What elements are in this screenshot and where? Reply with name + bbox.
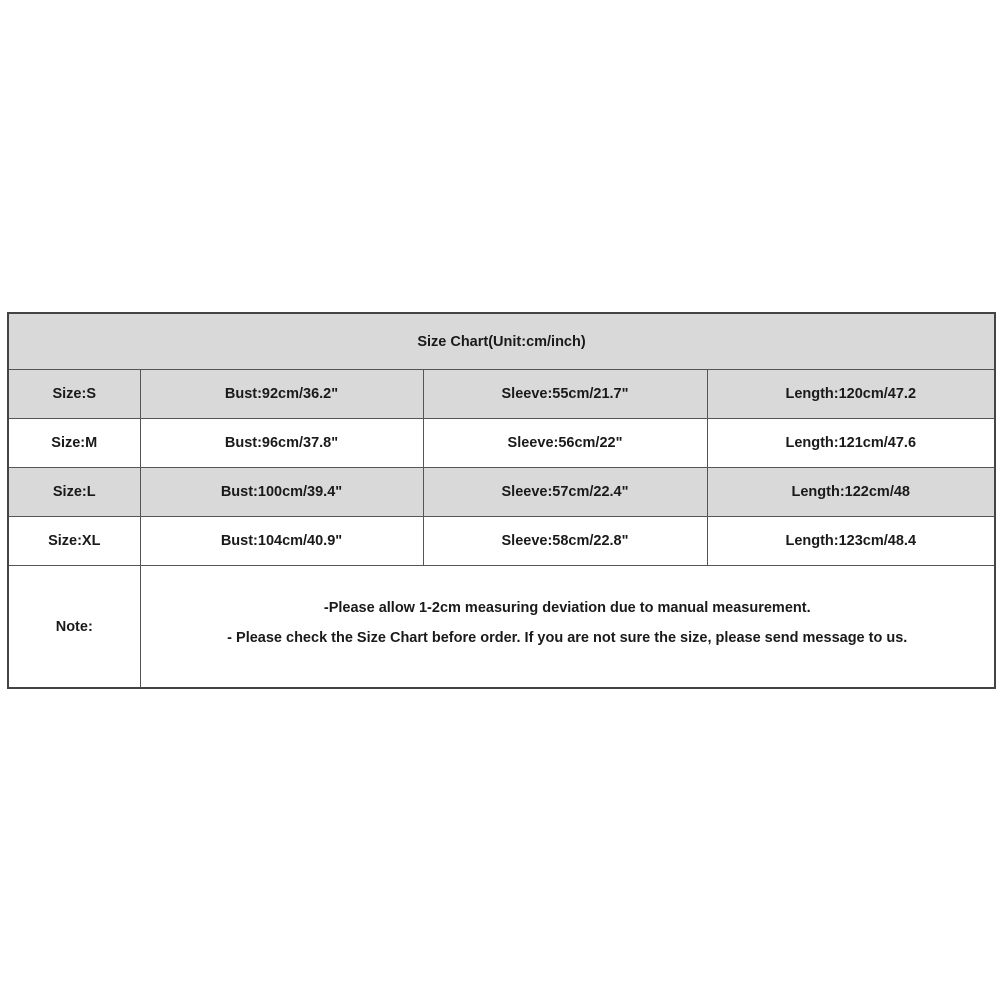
size-cell: Size:S <box>8 370 140 419</box>
note-row <box>8 566 995 689</box>
bust-cell: Bust:96cm/37.8" <box>140 419 423 468</box>
note-line-check-size: - Please check the Size Chart before order. If you are not sure the size, please send message to us. <box>227 629 908 646</box>
sleeve-cell: Sleeve:57cm/22.4" <box>423 468 707 517</box>
note-lines <box>141 600 995 646</box>
length-cell: Length:122cm/48 <box>707 468 995 517</box>
table-row <box>8 517 995 566</box>
size-cell: Size:M <box>8 419 140 468</box>
sleeve-cell: Sleeve:55cm/21.7" <box>423 370 707 419</box>
sleeve-cell: Sleeve:56cm/22" <box>423 419 707 468</box>
table-title-row <box>8 313 995 370</box>
size-cell: Size:L <box>8 468 140 517</box>
bust-cell: Bust:104cm/40.9" <box>140 517 423 566</box>
table-row <box>8 468 995 517</box>
bust-cell: Bust:92cm/36.2" <box>140 370 423 419</box>
size-chart-table <box>7 312 996 689</box>
size-cell: Size:XL <box>8 517 140 566</box>
length-cell: Length:123cm/48.4 <box>707 517 995 566</box>
note-line-deviation: -Please allow 1-2cm measuring deviation due to manual measurement. <box>323 599 811 616</box>
note-label: Note: <box>8 566 140 689</box>
length-cell: Length:120cm/47.2 <box>707 370 995 419</box>
table-row <box>8 419 995 468</box>
length-cell: Length:121cm/47.6 <box>707 419 995 468</box>
bust-cell: Bust:100cm/39.4" <box>140 468 423 517</box>
table-title: Size Chart(Unit:cm/inch) <box>8 313 995 370</box>
sleeve-cell: Sleeve:58cm/22.8" <box>423 517 707 566</box>
note-content <box>140 566 995 689</box>
table-row <box>8 370 995 419</box>
